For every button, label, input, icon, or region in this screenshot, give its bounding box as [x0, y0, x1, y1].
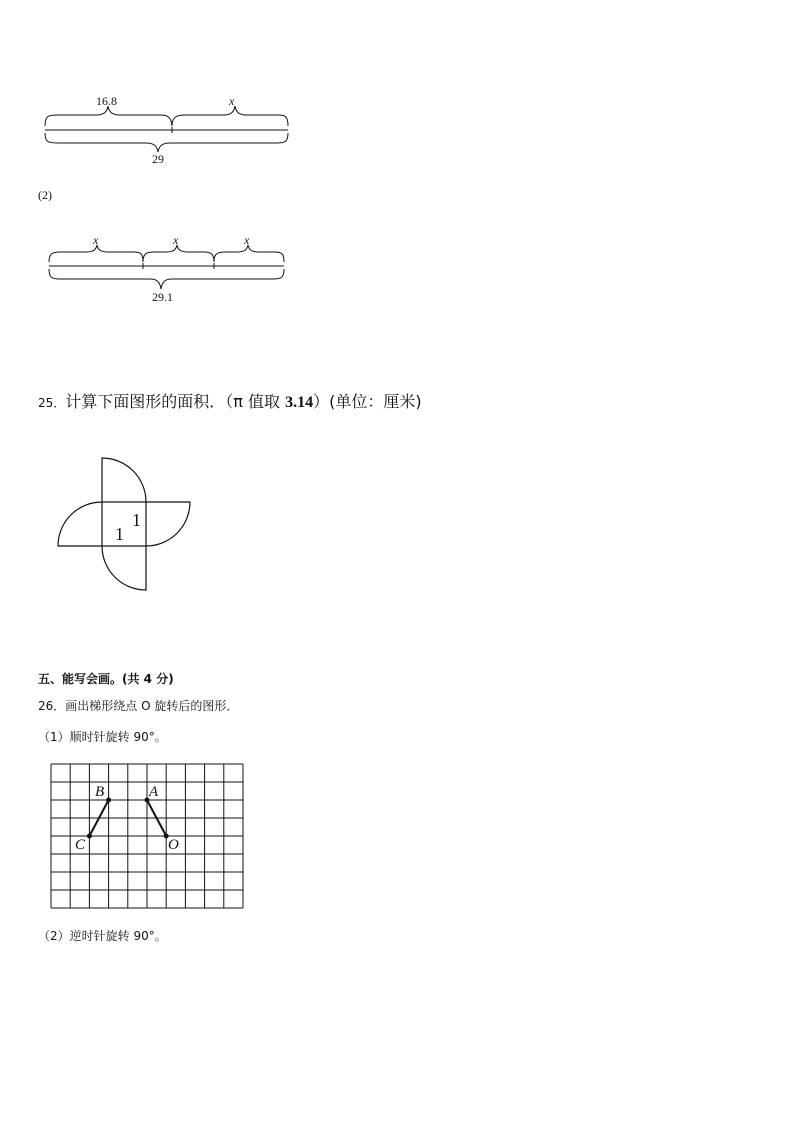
question-25-number: 25． [38, 396, 66, 410]
diagram2-x-label-1: x [93, 233, 99, 247]
point-label-o: O [168, 837, 179, 853]
pinwheel-label-right: 1 [132, 510, 141, 530]
section-5-title: 五、能写会画。(共 4 分) [38, 672, 174, 686]
question-25-value: 3.14 [285, 394, 314, 411]
question-26-text: 26．画出梯形绕点 O 旋转后的图形． [38, 699, 239, 713]
diagram2-total-label: 29.1 [152, 290, 173, 304]
point-label-a: A [149, 784, 159, 800]
point-c [87, 834, 92, 839]
diagram1-total-label: 29 [152, 152, 164, 166]
point-b [106, 798, 111, 803]
diagram1-left-label: 16.8 [96, 94, 117, 108]
point-label-b: B [95, 784, 105, 800]
question-26-sub2: （2）逆时针旋转 90°。 [38, 929, 167, 943]
point-label-c: C [75, 837, 86, 853]
question-26-sub1: （1）顺时针旋转 90°。 [38, 730, 167, 744]
diagram2-x-label-3: x [244, 233, 250, 247]
diagram2-x-label-2: x [173, 233, 179, 247]
question-25-text: 计算下面图形的面积．（π 值取 [65, 392, 286, 411]
question-25-text-end: ）(单位：厘米) [313, 392, 422, 411]
pinwheel-label-bottom: 1 [115, 524, 124, 544]
subquestion-2-label: (2) [38, 188, 52, 202]
diagram1-right-label: x [229, 94, 235, 108]
